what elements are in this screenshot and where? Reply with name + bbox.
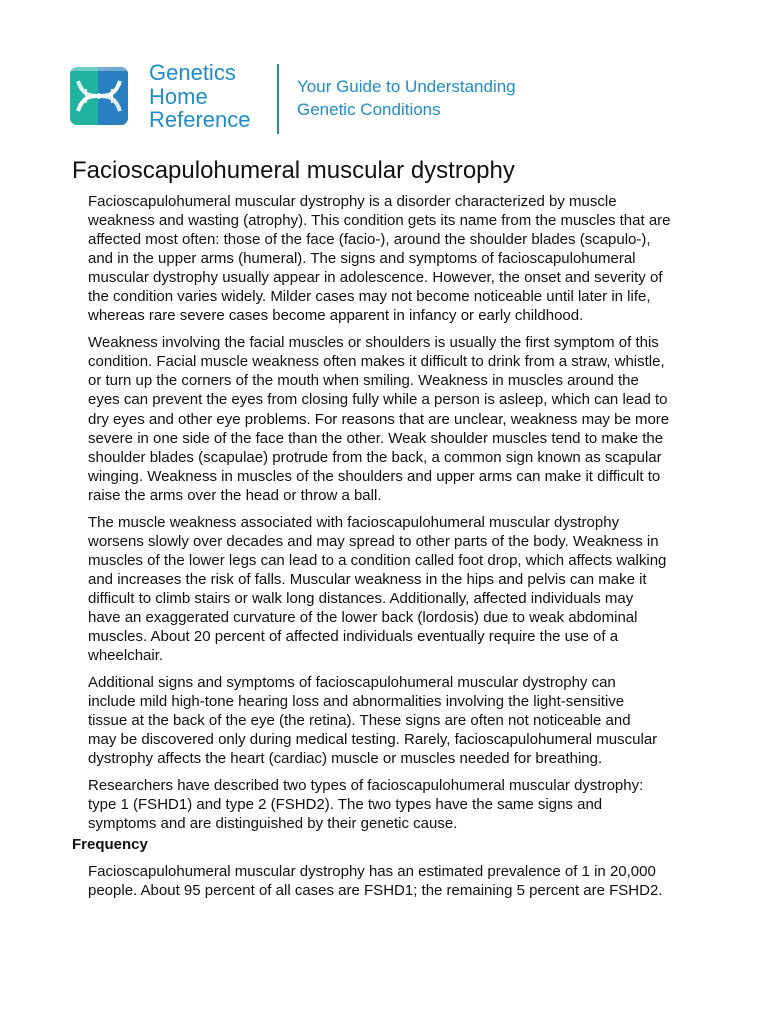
dna-logo-icon[interactable] — [70, 67, 128, 125]
brand-line: Home — [149, 83, 208, 109]
description-section — [88, 192, 714, 842]
site-header — [70, 60, 710, 140]
text-line: muscles of the lower legs can lead to a condition called foot drop, which affects walking — [88, 551, 667, 569]
text-line: wheelchair. — [88, 647, 164, 665]
paragraph — [88, 673, 714, 768]
text-line: The muscle weakness associated with facioscapulohumeral muscular dystrophy — [88, 513, 620, 531]
text-line: affected most often: those of the face (facio-), around the shoulder blades (scapulo-), — [88, 231, 651, 249]
brand-name[interactable] — [149, 61, 251, 132]
text-line: dystrophy affects the heart (cardiac) muscle or muscles needed for breathing. — [88, 750, 603, 768]
tagline-line: Genetic Conditions — [297, 100, 441, 119]
text-line: worsens slowly over decades and may spread to other parts of the body. Weakness in — [88, 532, 659, 550]
text-line: the condition varies widely. Milder cases may not become noticeable until later in life, — [88, 288, 651, 306]
text-line: include mild high-tone hearing loss and abnormalities involving the light-sensitive — [88, 693, 625, 711]
brand-line: Genetics — [149, 60, 236, 85]
text-line: people. About 95 percent of all cases are FSHD1; the remaining 5 percent are FSHD2. — [88, 882, 663, 899]
text-line: condition. Facial muscle weakness often makes it difficult to drink from a straw, whistle, — [88, 353, 665, 371]
text-line: Facioscapulohumeral muscular dystrophy is a disorder characterized by muscle — [88, 193, 617, 210]
text-line: and in the upper arms (humeral). The signs and symptoms of facioscapulohumeral — [88, 250, 636, 268]
paragraph — [88, 513, 714, 665]
page-title: Facioscapulohumeral muscular dystrophy — [72, 157, 515, 184]
text-line: raise the arms over the head or throw a ball. — [88, 486, 382, 504]
text-line: dry eyes and other eye problems. For reasons that are unclear, weakness may be more — [88, 410, 670, 428]
paragraph — [88, 333, 714, 504]
text-line: weakness and wasting (atrophy). This condition gets its name from the muscles that are — [88, 212, 671, 230]
text-line: symptoms and are distinguished by their genetic cause. — [88, 815, 458, 833]
frequency-paragraph — [88, 862, 714, 900]
text-line: have an exaggerated curvature of the lower back (lordosis) due to weak abdominal — [88, 608, 638, 626]
text-line: difficult to climb stairs or walk long distances. Additionally, affected individuals may — [88, 589, 634, 607]
text-line: whereas rare severe cases become apparent in infancy or early childhood. — [88, 307, 584, 325]
frequency-heading: Frequency — [72, 836, 148, 853]
tagline-line: Your Guide to Understanding — [297, 77, 516, 96]
brand-line: Reference — [149, 107, 251, 132]
text-line: and increases the risk of falls. Muscular weakness in the hips and pelvis can make it — [88, 570, 647, 588]
text-line: shoulder blades (scapulae) protrude from the back, a common sign known as scapular — [88, 448, 662, 466]
paragraph — [88, 776, 714, 833]
text-line: muscular dystrophy usually appear in adolescence. However, the onset and severity of — [88, 269, 663, 287]
text-line: severe in one side of the face than the other. Weak shoulder muscles tend to make the — [88, 429, 664, 447]
paragraph — [88, 192, 714, 325]
text-line: tissue at the back of the eye (the retina). These signs are often not noticeable and — [88, 712, 631, 730]
text-line: eyes can prevent the eyes from closing fully while a person is asleep, which can lead to — [88, 391, 668, 409]
text-line: may be discovered only during medical testing. Rarely, facioscapulohumeral muscular — [88, 731, 658, 749]
text-line: or turn up the corners of the mouth when smiling. Weakness in muscles around the — [88, 372, 639, 390]
text-line: Facioscapulohumeral muscular dystrophy has an estimated prevalence of 1 in 20,000 — [88, 863, 656, 880]
text-line: Additional signs and symptoms of facioscapulohumeral muscular dystrophy can — [88, 674, 616, 692]
tagline — [297, 75, 516, 121]
text-line: winging. Weakness in muscles of the shoulders and upper arms can make it difficult to — [88, 467, 661, 485]
text-line: Weakness involving the facial muscles or shoulders is usually the first symptom of this — [88, 334, 659, 352]
text-line: type 1 (FSHD1) and type 2 (FSHD2). The two types have the same signs and — [88, 796, 603, 814]
text-line: muscles. About 20 percent of affected individuals eventually require the use of a — [88, 628, 619, 646]
header-divider — [277, 64, 279, 134]
text-line: Researchers have described two types of facioscapulohumeral muscular dystrophy: — [88, 777, 644, 795]
